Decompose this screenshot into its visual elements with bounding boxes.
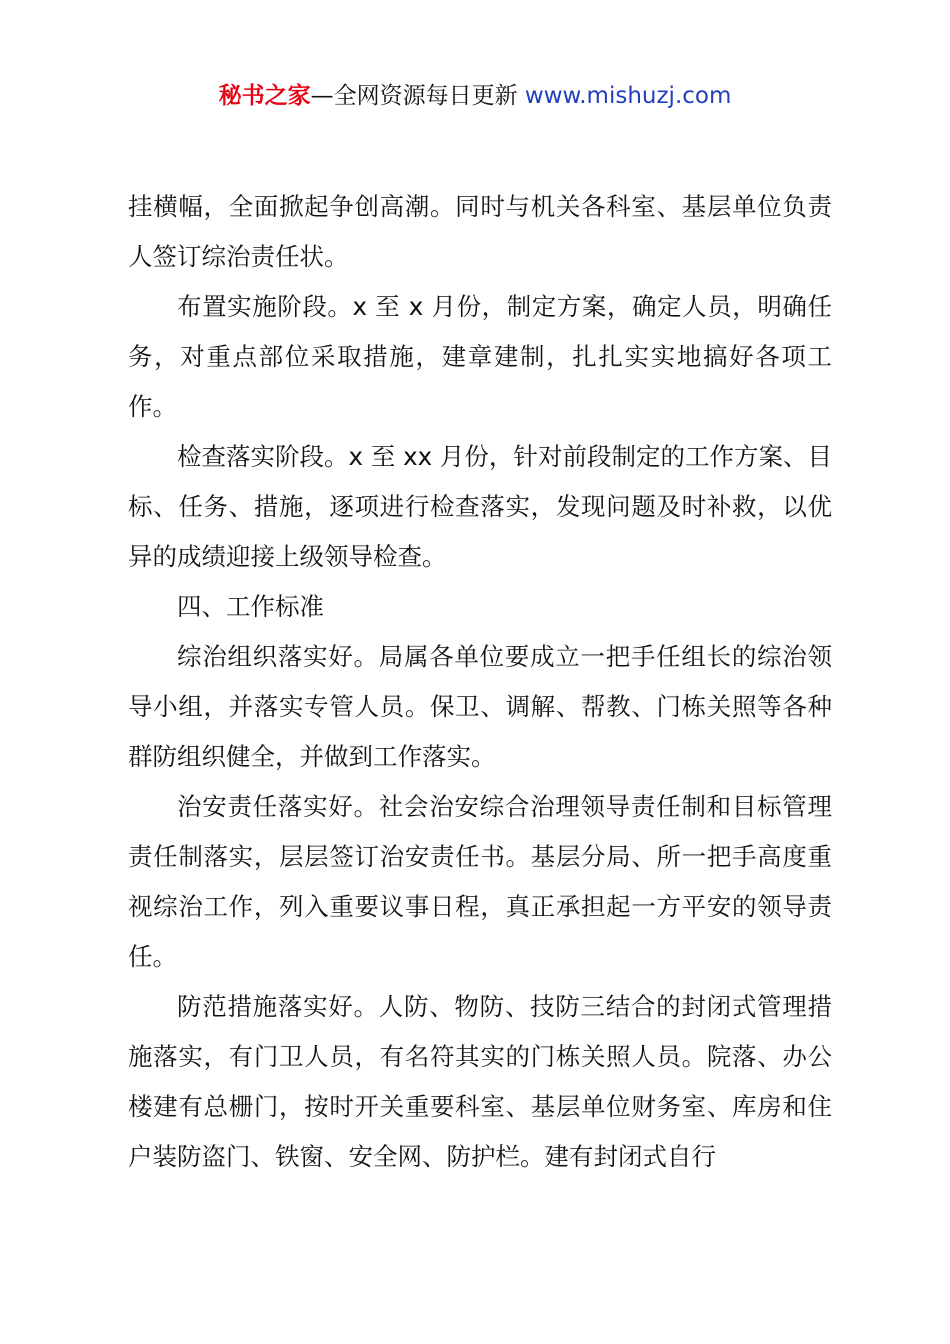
paragraph-continuation: 挂横幅，全面掀起争创高潮。同时与机关各科室、基层单位负责人签订综治责任状。 xyxy=(128,192,832,271)
paragraph-security-responsibility: 治安责任落实好。社会治安综合治理领导责任制和目标管理责任制落实，层层签订治安责任书。基层分局、所一把手高度重视综治工作，列入重要议事日程，真正承担起一方平安的领导责任。 xyxy=(128,792,832,971)
header-slogan: —全网资源每日更新 xyxy=(310,83,518,109)
paragraph-organization: 综治组织落实好。局属各单位要成立一把手任组长的综治领导小组，并落实专管人员。保卫、调解、帮教、门栋关照等各种群防组织健全，并做到工作落实。 xyxy=(128,642,832,771)
document-body xyxy=(128,182,832,1182)
paragraph-deployment-phase: 布置实施阶段。x 至 x 月份，制定方案，确定人员，明确任务，对重点部位采取措施，建章建制，扎扎实实地搞好各项工作。 xyxy=(128,292,832,421)
paragraph-inspection-phase: 检查落实阶段。x 至 xx 月份，针对前段制定的工作方案、目标、任务、措施，逐项进行检查落实，发现问题及时补救，以优异的成绩迎接上级领导检查。 xyxy=(128,442,832,571)
brand-name: 秘书之家 xyxy=(218,83,311,109)
section-heading-work-standards: 四、工作标准 xyxy=(177,592,324,621)
page-header xyxy=(0,80,950,112)
website-link[interactable]: www.mishuzj.com xyxy=(524,83,732,109)
paragraph-prevention-measures: 防范措施落实好。人防、物防、技防三结合的封闭式管理措施落实，有门卫人员，有名符其实的门栋关照人员。院落、办公楼建有总栅门，按时开关重要科室、基层单位财务室、库房和住户装防盗门、铁窗、安全网、防护栏。建有封闭式自行 xyxy=(128,992,832,1171)
